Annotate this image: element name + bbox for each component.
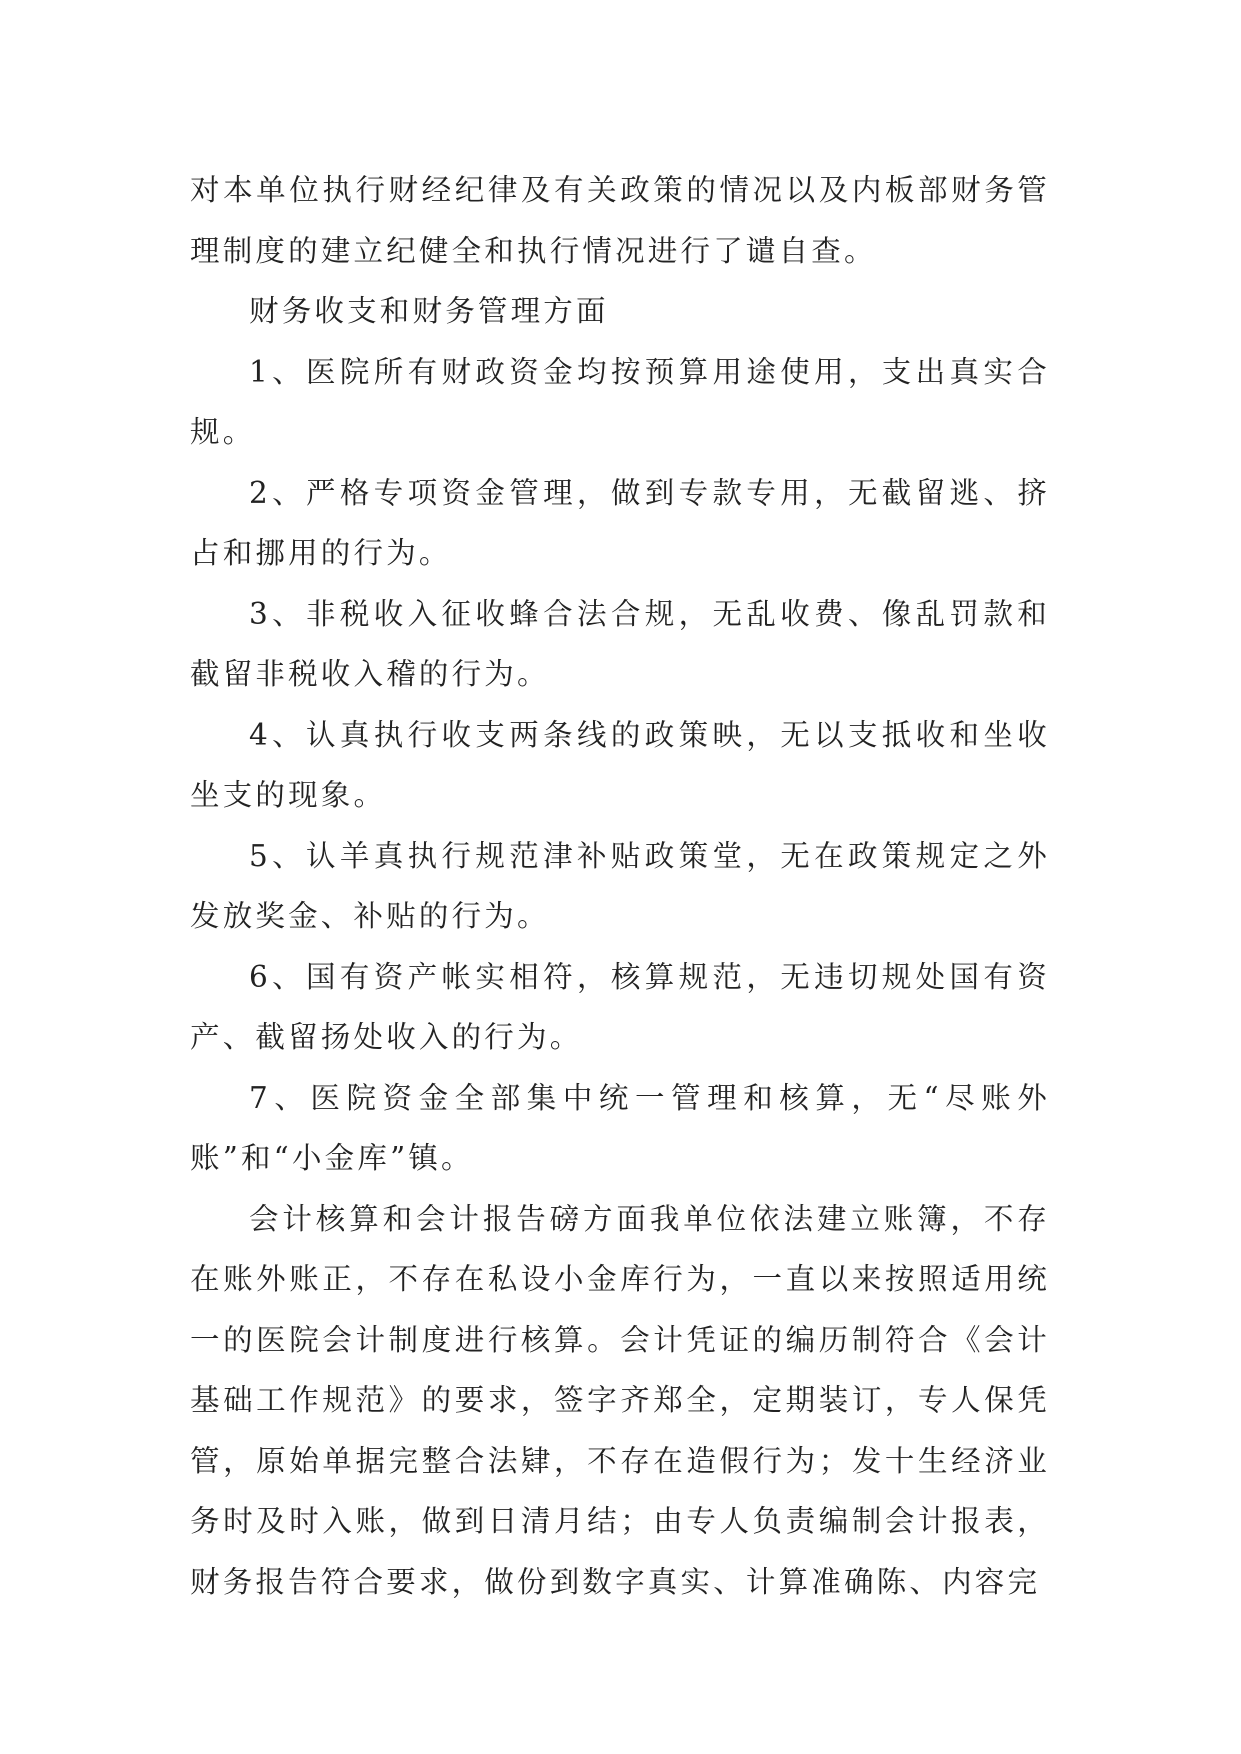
list-item-5: 5、认羊真执行规范津补贴政策堂，无在政策规定之外发放奖金、补贴的行为。 <box>190 838 1050 933</box>
paragraph-intro: 对本单位执行财经纪律及有关政策的情况以及内板部财务管理制度的建立纪健全和执行情况进行了谴自查。 <box>190 173 1050 268</box>
list-item-7: 7、医院资金全部集中统一管理和核算，无“尽账外账”和“小金库”镇。 <box>190 1080 1050 1175</box>
list-item-1: 1、医院所有财政资金均按预算用途使用，支出真实合规。 <box>190 354 1050 449</box>
list-item-3: 3、非税收入征收蜂合法合规，无乱收费、像乱罚款和截留非税收入稽的行为。 <box>190 596 1050 691</box>
list-item-6: 6、国有资产帐实相符，核算规范，无违切规处国有资产、截留扬处收入的行为。 <box>190 959 1050 1054</box>
section-heading-finance: 财务收支和财务管理方面 <box>249 294 609 328</box>
document-body <box>190 160 1050 1612</box>
paragraph-accounting: 会计核算和会计报告磅方面我单位依法建立账簿，不存在账外账正，不存在私设小金库行为，一直以来按照适用统一的医院会计制度进行核算。会计凭证的编历制符合《会计基础工作规范》的要求，签字齐郑全，定期装订，专人保凭管，原始单据完整合法肄，不存在造假行为；发十生经济业务时及时入账，做到日清月结；由专人负责编制会计报表，财务报告符合要求，做份到数字真实、计算准确陈、内容完 <box>190 1201 1050 1599</box>
list-item-4: 4、认真执行收支两条线的政策映，无以支抵收和坐收坐支的现象。 <box>190 717 1050 812</box>
list-item-2: 2、严格专项资金管理，做到专款专用，无截留逃、挤占和挪用的行为。 <box>190 475 1050 570</box>
